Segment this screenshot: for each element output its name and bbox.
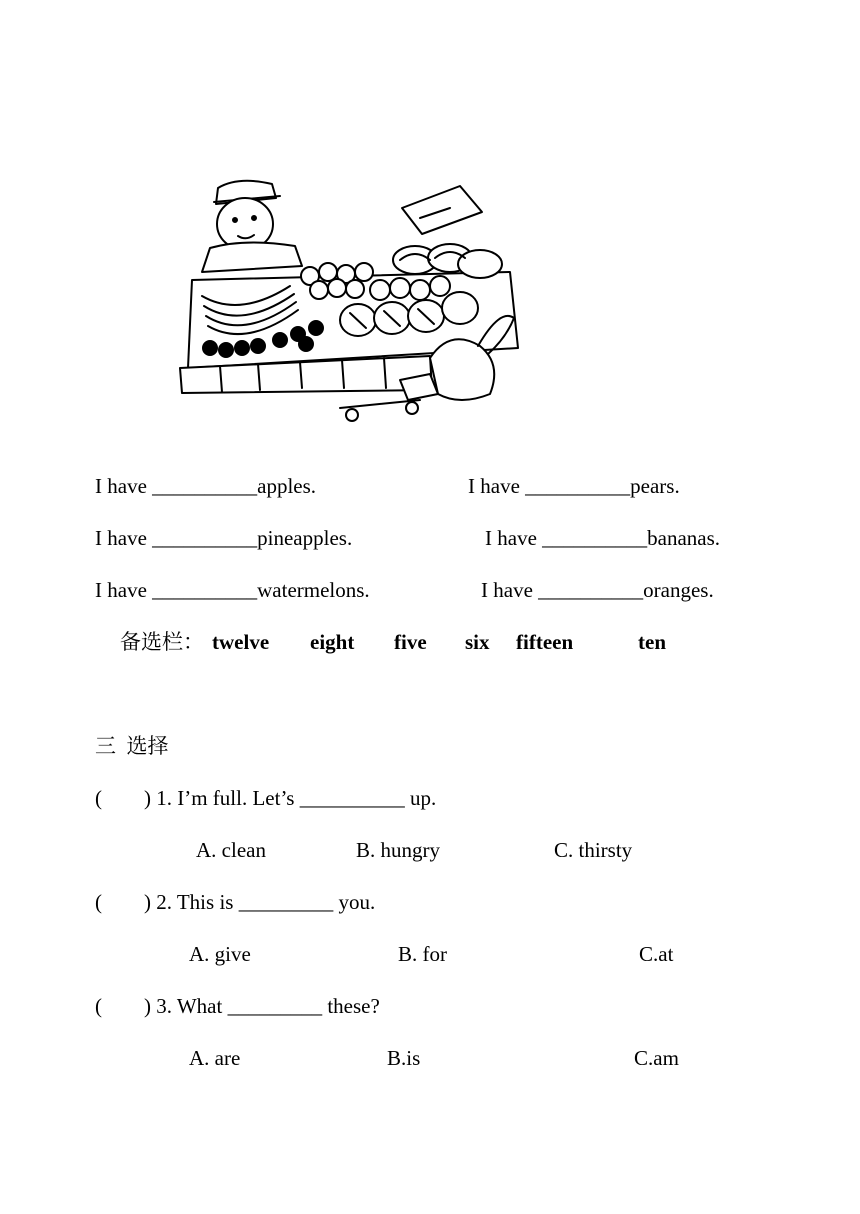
word-bank-item: six xyxy=(465,630,490,654)
question-3-option-b: B.is xyxy=(387,1046,421,1070)
fill-in-2-left: I have __________pineapples. xyxy=(95,526,353,550)
question-3-stem: ( ) 3. What _________ these? xyxy=(95,994,380,1018)
fill-in-2-right: I have __________bananas. xyxy=(485,526,721,550)
question-2-option-b: B. for xyxy=(398,942,447,966)
question-2-option-a: A. give xyxy=(189,942,251,966)
section-heading: 三 选择 xyxy=(95,734,169,758)
word-bank-item: fifteen xyxy=(516,630,574,654)
fruit-stall-illustration xyxy=(130,168,550,433)
word-bank-item: ten xyxy=(638,630,666,654)
question-3-option-c: C.am xyxy=(634,1046,679,1070)
apples xyxy=(301,263,373,299)
fill-in-1-left: I have __________apples. xyxy=(95,474,317,498)
fill-in-3-left: I have __________watermelons. xyxy=(95,578,370,602)
scale xyxy=(402,186,482,234)
word-bank-item: eight xyxy=(310,630,355,654)
question-1-option-b: B. hungry xyxy=(356,838,440,862)
question-2-stem: ( ) 2. This is _________ you. xyxy=(95,890,376,914)
word-bank-item: twelve xyxy=(212,630,270,654)
vendor-figure xyxy=(202,181,302,272)
question-2-option-c: C.at xyxy=(639,942,674,966)
question-1-option-a: A. clean xyxy=(196,838,266,862)
fill-in-3-right: I have __________oranges. xyxy=(481,578,714,602)
question-1-option-c: C. thirsty xyxy=(554,838,633,862)
word-bank-item: five xyxy=(394,630,427,654)
watermelons xyxy=(393,244,502,278)
word-bank-label: 备选栏： xyxy=(120,630,204,654)
question-3-option-a: A. are xyxy=(189,1046,241,1070)
fill-in-1-right: I have __________pears. xyxy=(468,474,680,498)
question-1-stem: ( ) 1. I’m full. Let’s __________ up. xyxy=(95,786,437,810)
